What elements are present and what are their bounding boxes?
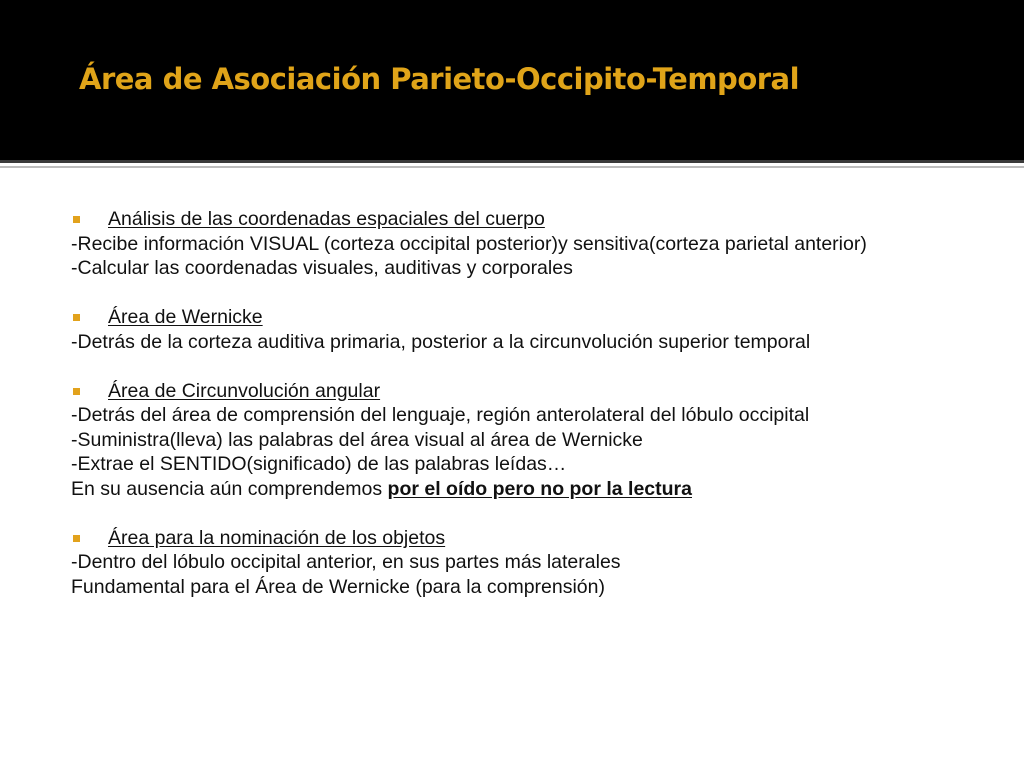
slide-content	[71, 207, 963, 599]
detail-line: -Recibe información VISUAL (corteza occipital posterior)y sensitiva(corteza parietal anterior)	[71, 232, 867, 255]
detail-line: -Calcular las coordenadas visuales, auditivas y corporales	[71, 257, 573, 279]
bullet-heading: Área de Circunvolución angular	[108, 379, 381, 402]
slide-title: Área de Asociación Parieto-Occipito-Temporal	[79, 62, 800, 96]
divider-light	[0, 166, 1024, 168]
bullet-heading: Área de Wernicke	[108, 306, 263, 328]
bullet-item-circunvolucion-angular	[71, 379, 963, 404]
note-prefix: En su ausencia aún comprendemos	[71, 477, 388, 500]
detail-line: -Dentro del lóbulo occipital anterior, en sus partes más laterales	[71, 551, 621, 573]
detail-line: Fundamental para el Área de Wernicke (para la comprensión)	[71, 575, 605, 598]
spacer	[71, 281, 963, 306]
detail-line: -Detrás del área de comprensión del lenguaje, región anterolateral del lóbulo occipital	[71, 404, 810, 426]
spacer	[71, 354, 963, 379]
square-bullet-icon	[73, 388, 80, 395]
detail-line: -Suministra(lleva) las palabras del área visual al área de Wernicke	[71, 428, 643, 451]
bullet-item-nominacion-objetos	[71, 526, 963, 551]
bullet-item-wernicke	[71, 305, 963, 330]
title-bar	[0, 0, 1024, 160]
bullet-item-coordenadas	[71, 207, 963, 232]
square-bullet-icon	[73, 535, 80, 542]
bullet-heading: Análisis de las coordenadas espaciales del cuerpo	[108, 208, 545, 230]
divider-dark	[0, 160, 1024, 163]
spacer	[71, 501, 963, 526]
detail-line: -Extrae el SENTIDO(significado) de las palabras leídas…	[71, 453, 567, 475]
detail-line: -Detrás de la corteza auditiva primaria, posterior a la circunvolución superior temporal	[71, 330, 811, 353]
square-bullet-icon	[73, 216, 80, 223]
bullet-heading: Área para la nominación de los objetos	[108, 526, 446, 549]
detail-note	[71, 477, 963, 502]
note-emphasis: por el oído pero no por la lectura	[387, 477, 692, 500]
square-bullet-icon	[73, 314, 80, 321]
